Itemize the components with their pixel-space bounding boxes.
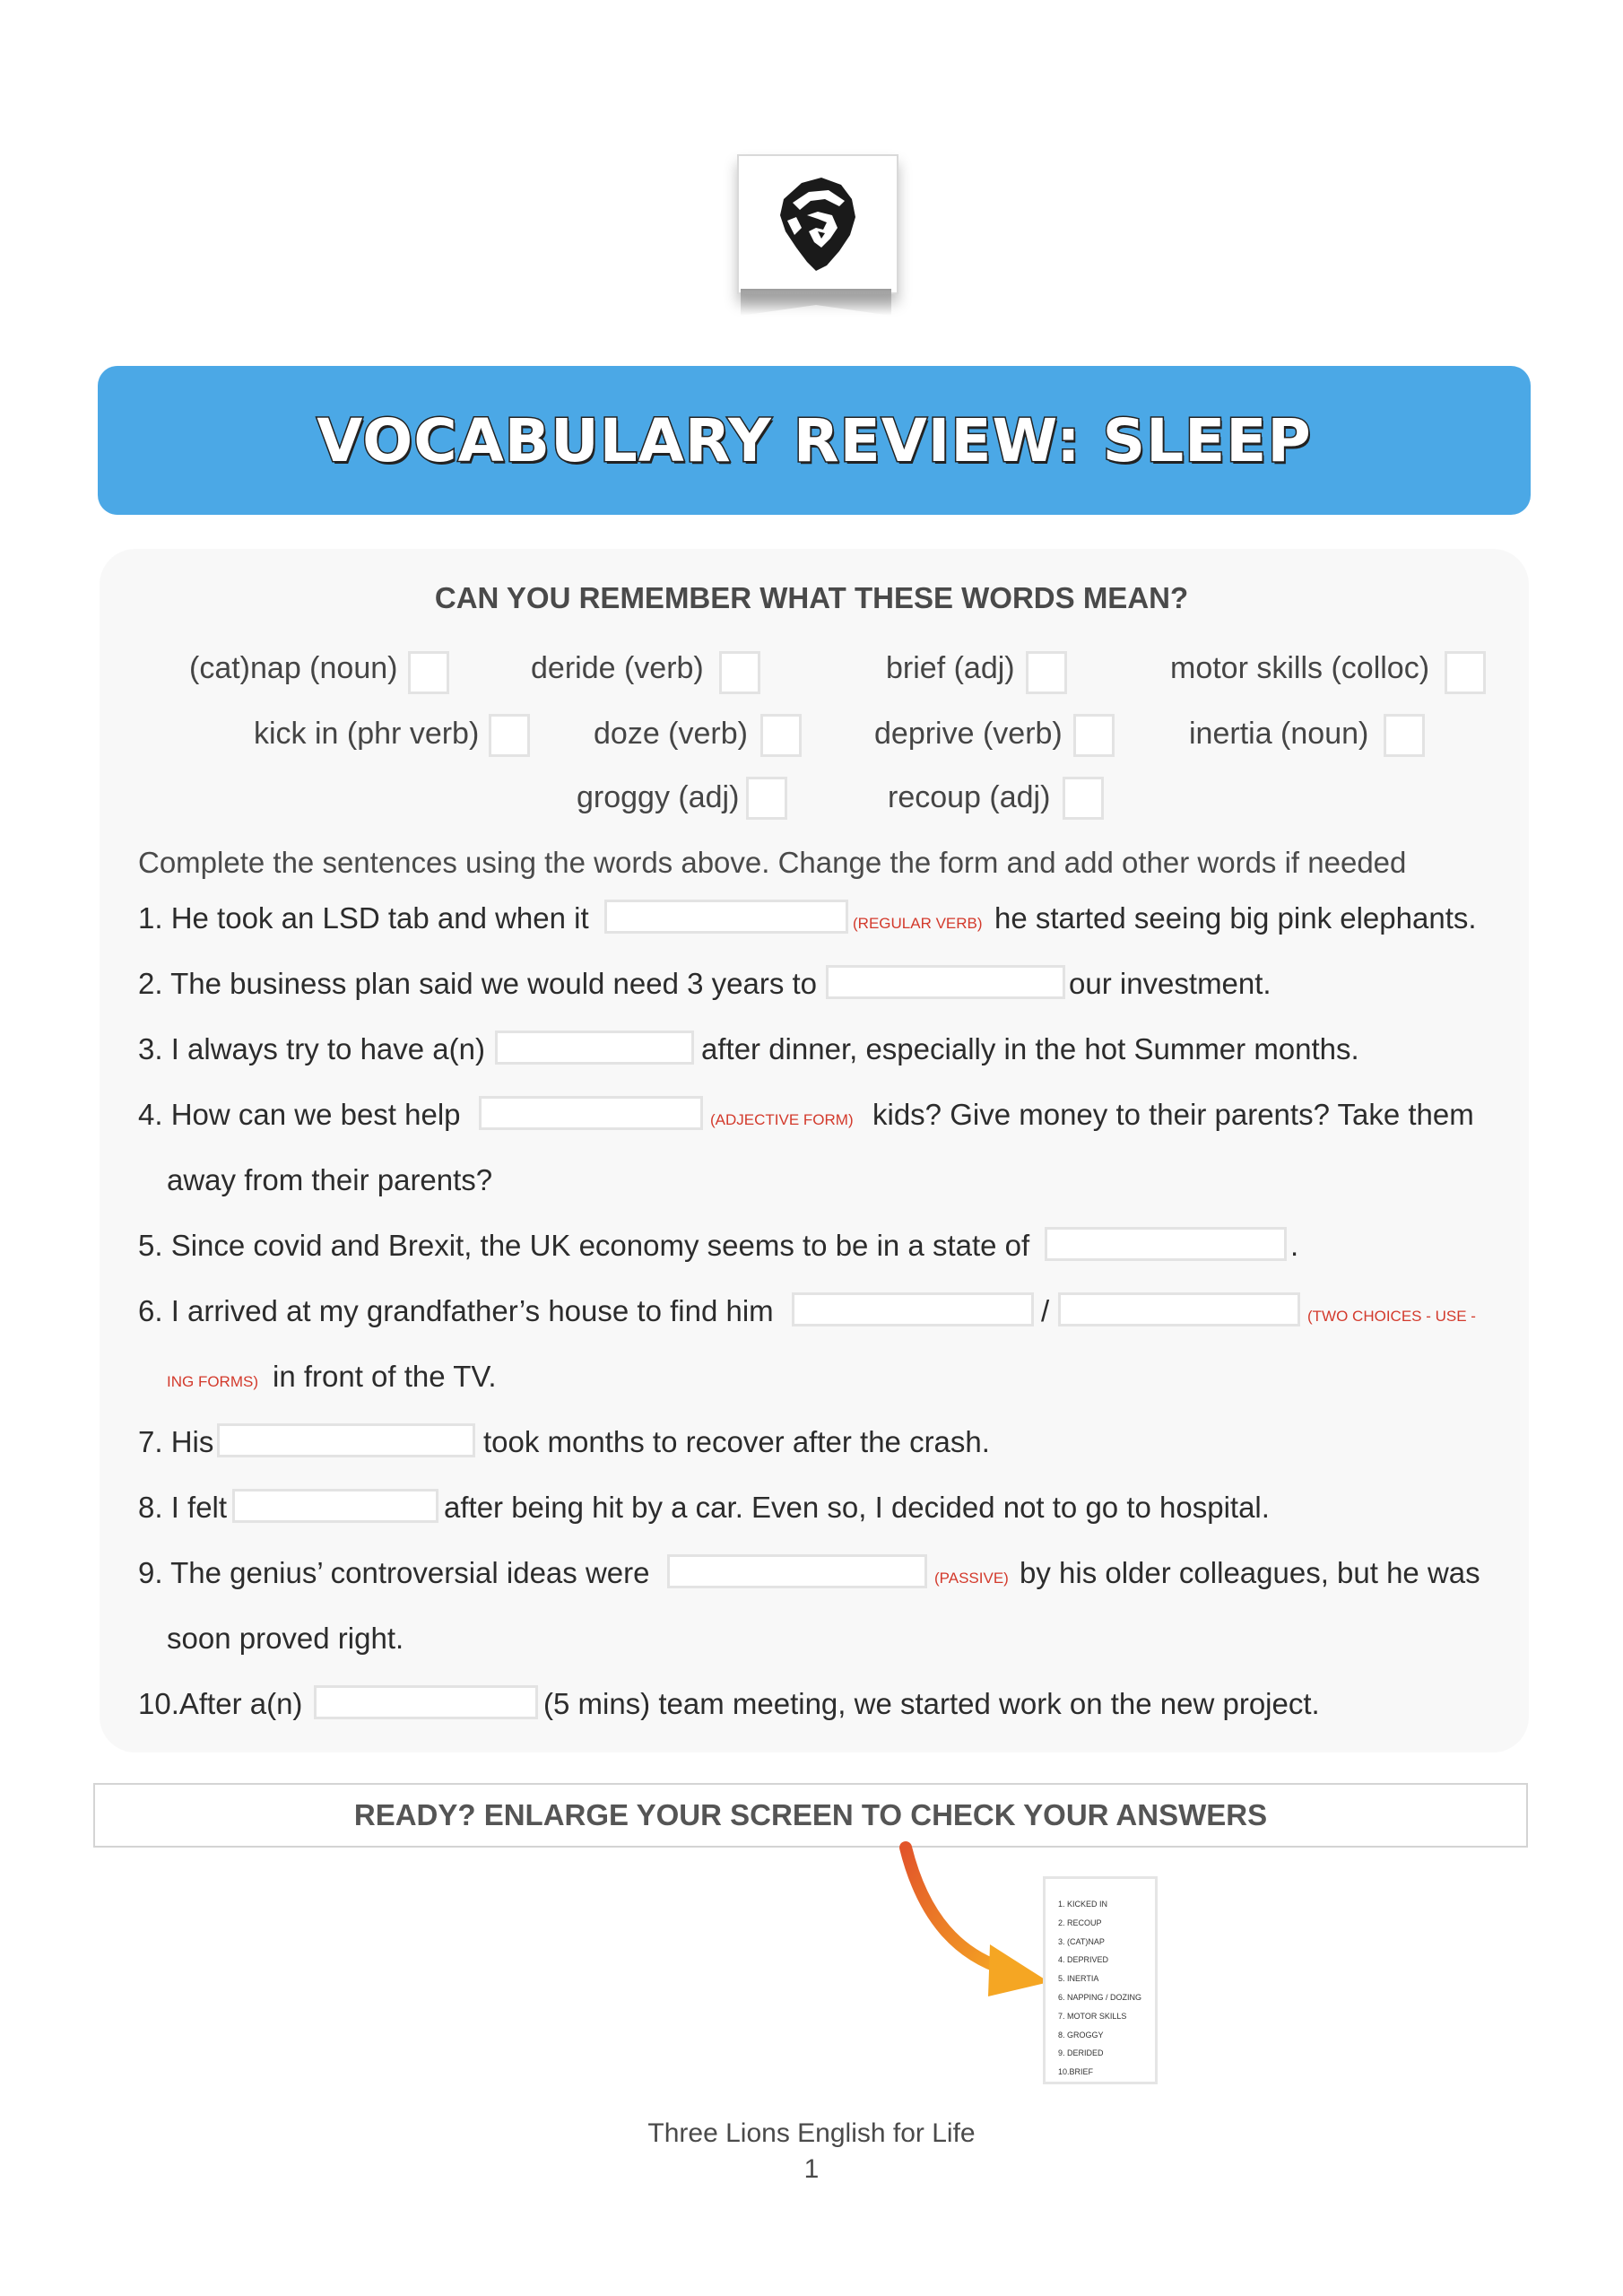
answer-blank[interactable] — [314, 1685, 538, 1719]
vocab-checkbox[interactable] — [1073, 714, 1115, 757]
sentence-text: after dinner, especially in the hot Summer months. — [701, 1032, 1359, 1065]
answer-key — [1043, 1876, 1158, 2084]
sentence-text: soon proved right. — [167, 1622, 404, 1655]
vocab-word: doze (verb) — [594, 717, 748, 751]
instructions: Complete the sentences using the words above. Change the form and add other words if needed — [138, 846, 1407, 879]
sentence-text: 5. Since covid and Brexit, the UK economy seems to be in a state of — [138, 1229, 1030, 1262]
answer-blank[interactable] — [232, 1489, 438, 1523]
vocab-checkbox[interactable] — [489, 714, 530, 757]
ready-banner — [93, 1783, 1528, 1848]
sentence-text: after being hit by a car. Even so, I decided not to go to hospital. — [444, 1491, 1270, 1524]
slash-separator: / — [1041, 1294, 1050, 1327]
vocab-word: brief (adj) — [886, 651, 1015, 685]
answer-blank[interactable] — [826, 965, 1065, 999]
vocab-word: (cat)nap (noun) — [189, 651, 398, 685]
answer-blank[interactable] — [479, 1096, 703, 1130]
answer-item: 9. DERIDED — [1058, 2048, 1104, 2058]
curved-arrow-icon — [897, 1839, 1058, 2009]
sentence-text: . — [1290, 1229, 1299, 1262]
answer-item: 7. MOTOR SKILLS — [1058, 2011, 1127, 2021]
grammar-hint: (PASSIVE) — [934, 1570, 1009, 1587]
answer-item: 5. INERTIA — [1058, 1974, 1099, 1984]
answer-blank[interactable] — [217, 1423, 475, 1457]
footer-brand: Three Lions English for Life — [647, 2118, 976, 2148]
page-title: VOCABULARY REVIEW: SLEEP — [317, 405, 1312, 475]
vocab-checkbox[interactable] — [746, 777, 787, 820]
sentence-text: took months to recover after the crash. — [483, 1425, 990, 1458]
sentence-text: away from their parents? — [167, 1163, 493, 1196]
sentence-text: he started seeing big pink elephants. — [994, 901, 1477, 935]
logo — [737, 154, 895, 325]
vocab-checkbox[interactable] — [1445, 651, 1486, 694]
grammar-hint: ING FORMS) — [167, 1373, 258, 1390]
sentence-text: 3. I always try to have a(n) — [138, 1032, 485, 1065]
vocab-word: groggy (adj) — [577, 780, 740, 814]
answer-item: 4. DEPRIVED — [1058, 1955, 1109, 1965]
vocab-checkbox[interactable] — [760, 714, 802, 757]
sentence-text: 10.After a(n) — [138, 1687, 303, 1720]
vocab-checkbox[interactable] — [408, 651, 449, 694]
lion-logo-icon — [766, 176, 870, 273]
sentence-text: by his older colleagues, but he was — [1020, 1556, 1480, 1589]
vocab-word: motor skills (colloc) — [1170, 651, 1430, 685]
title-banner — [98, 366, 1531, 515]
vocab-word: deride (verb) — [531, 651, 704, 685]
vocab-checkbox[interactable] — [1026, 651, 1067, 694]
page-number: 1 — [803, 2154, 820, 2184]
answer-blank[interactable] — [1058, 1292, 1300, 1326]
vocab-word: recoup (adj) — [888, 780, 1051, 814]
grammar-hint: (REGULAR VERB) — [853, 915, 983, 932]
section-heading: CAN YOU REMEMBER WHAT THESE WORDS MEAN? — [434, 581, 1189, 614]
sentence-text: 7. His — [138, 1425, 214, 1458]
answer-blank[interactable] — [667, 1554, 927, 1588]
logo-ribbon-shadow — [741, 289, 891, 316]
sentence-text: 6. I arrived at my grandfather’s house to find him — [138, 1294, 774, 1327]
vocab-word: inertia (noun) — [1189, 717, 1369, 751]
sentence-text: 1. He took an LSD tab and when it — [138, 901, 589, 935]
sentence-text: 8. I felt — [138, 1491, 228, 1524]
sentence-text: 2. The business plan said we would need 3 years to — [138, 967, 818, 1000]
answer-blank[interactable] — [495, 1031, 694, 1065]
answer-item: 8. GROGGY — [1058, 2030, 1104, 2039]
answer-item: 1. KICKED IN — [1058, 1900, 1108, 1909]
vocab-checkbox[interactable] — [1384, 714, 1425, 757]
answer-blank[interactable] — [604, 900, 848, 934]
sentence-text: 4. How can we best help — [138, 1098, 461, 1131]
answer-item: 10.BRIEF — [1058, 2067, 1094, 2077]
ready-banner-text: READY? ENLARGE YOUR SCREEN TO CHECK YOUR ANSWERS — [353, 1798, 1268, 1831]
vocab-checkbox[interactable] — [1063, 777, 1104, 820]
vocab-word: deprive (verb) — [874, 717, 1063, 751]
answer-blank[interactable] — [1045, 1227, 1287, 1261]
vocab-checkbox[interactable] — [719, 651, 760, 694]
grammar-hint: (ADJECTIVE FORM) — [710, 1111, 854, 1128]
logo-frame — [737, 154, 898, 294]
grammar-hint: (TWO CHOICES - USE - — [1307, 1308, 1476, 1325]
sentence-text: (5 mins) team meeting, we started work on the new project. — [543, 1687, 1320, 1720]
vocab-word: kick in (phr verb) — [254, 717, 480, 751]
answer-item: 6. NAPPING / DOZING — [1058, 1992, 1142, 2002]
answer-blank[interactable] — [792, 1292, 1034, 1326]
sentence-text: in front of the TV. — [273, 1360, 497, 1393]
sentence-text: 9. The genius’ controversial ideas were — [138, 1556, 650, 1589]
answer-item: 3. (CAT)NAP — [1058, 1936, 1105, 1946]
sentence-text: our investment. — [1069, 967, 1271, 1000]
answer-item: 2. RECOUP — [1058, 1918, 1102, 1927]
sentence-text: kids? Give money to their parents? Take them — [872, 1098, 1474, 1131]
